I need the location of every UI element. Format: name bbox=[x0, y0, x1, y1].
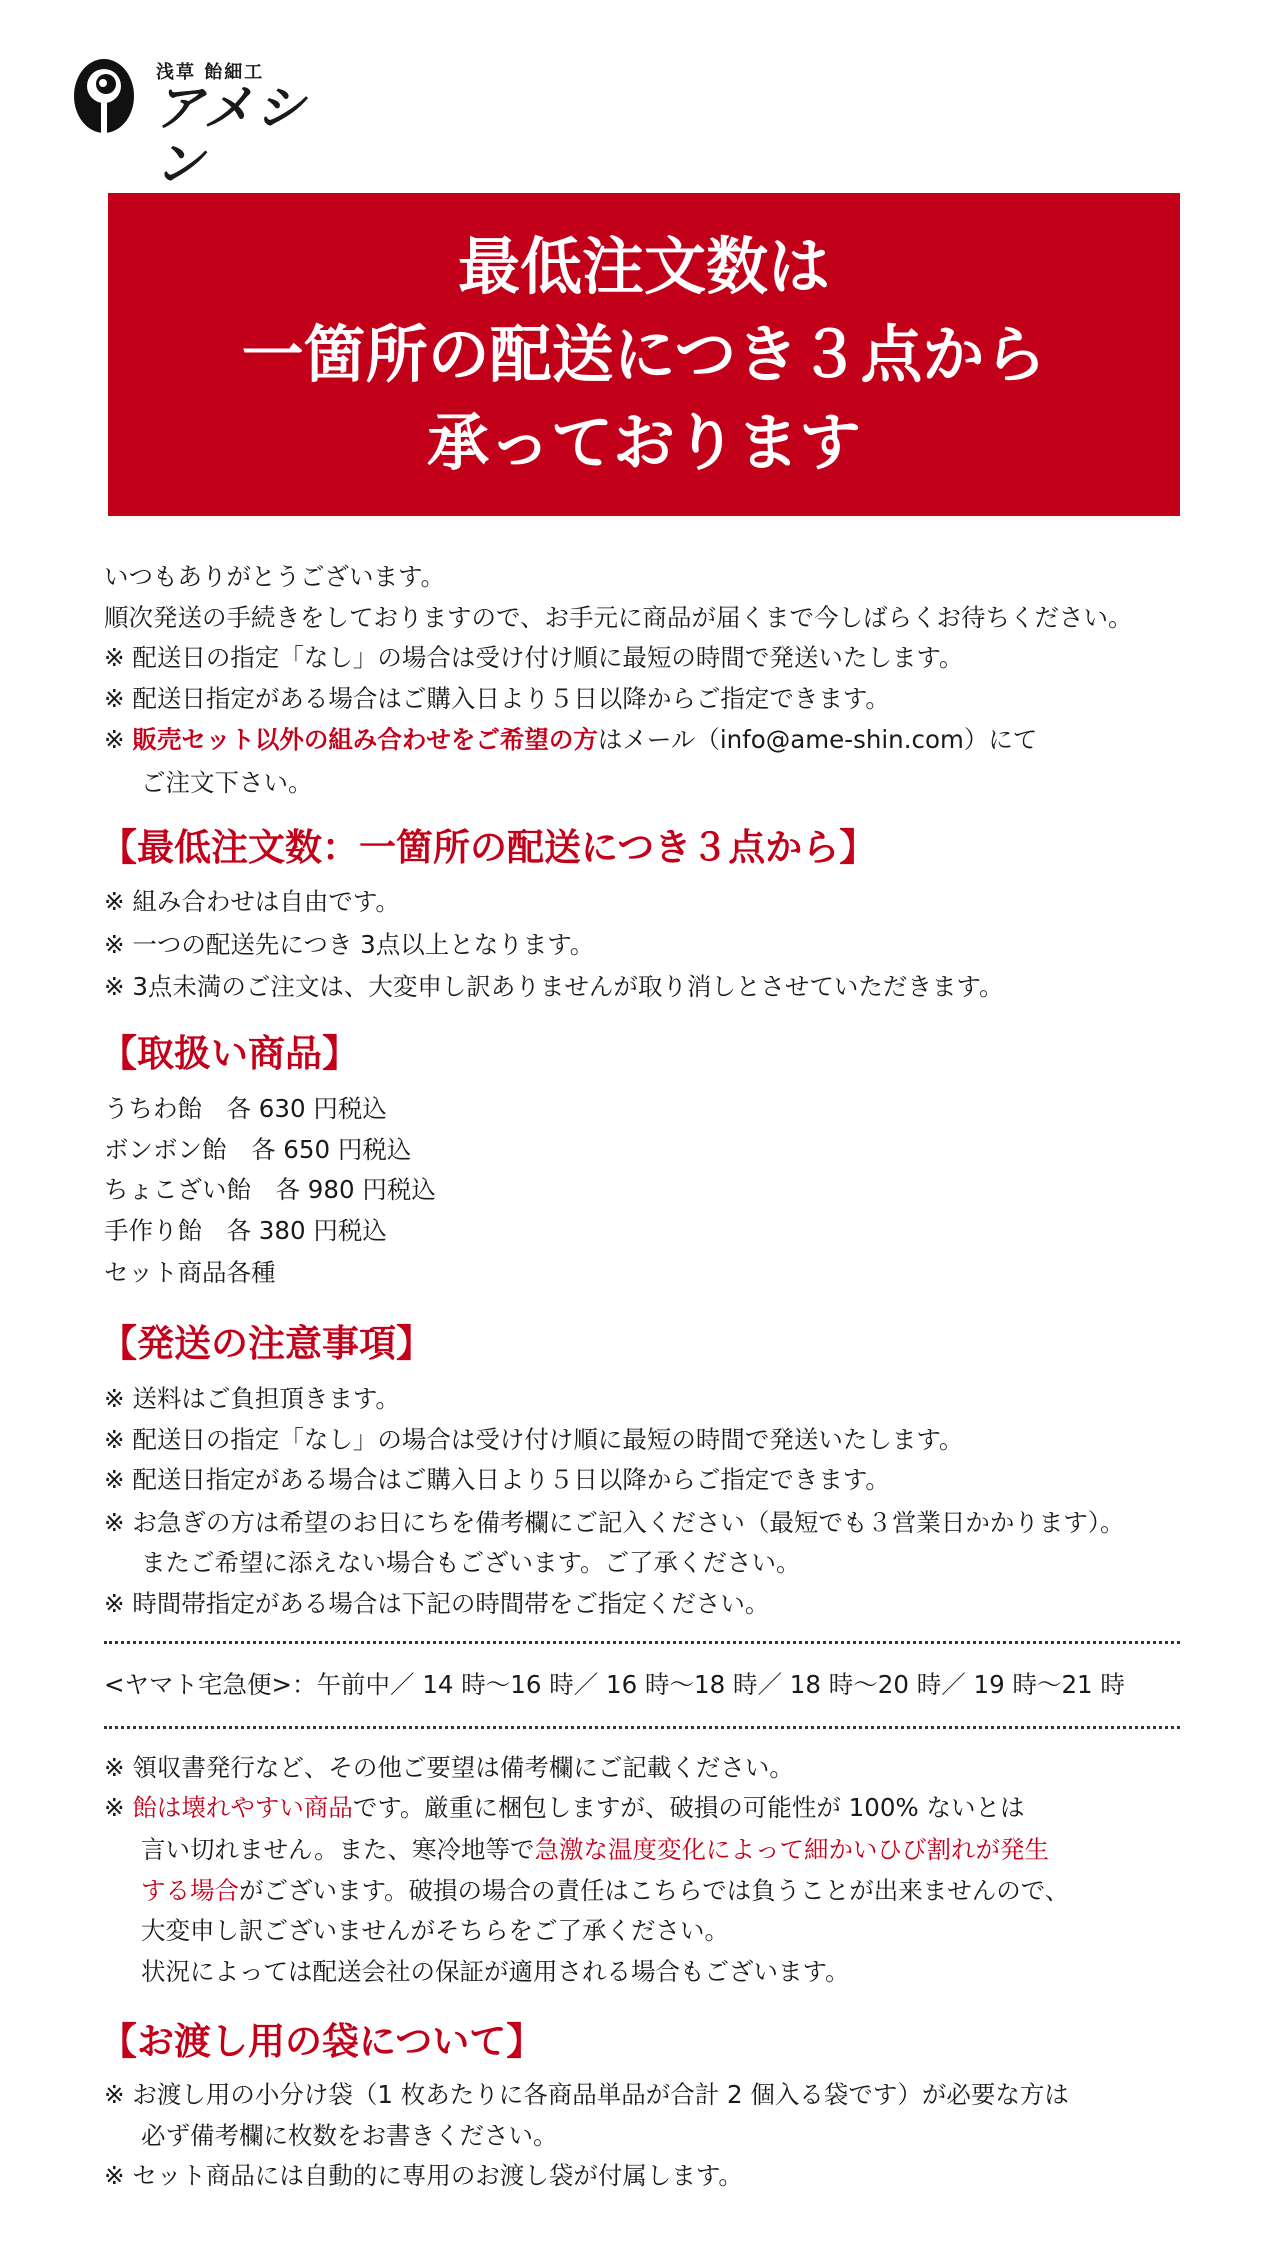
note-mark: ※ bbox=[104, 1793, 133, 1822]
list-item-cont: 大変申し訳ございませんがそちらをご了承ください。 bbox=[141, 1916, 729, 1945]
banner-line: 承っております bbox=[426, 405, 861, 479]
list-item-cont: またご希望に添えない場合もございます。ご了承ください。 bbox=[141, 1548, 801, 1577]
highlight-text: 飴は壊れやすい商品 bbox=[132, 1793, 353, 1822]
product-item: セット商品各種 bbox=[104, 1258, 276, 1287]
intro-greeting: いつもありがとうございます。 bbox=[104, 562, 446, 591]
body-text: 言い切れません。また、寒冷地等で bbox=[141, 1835, 535, 1864]
dotted-divider bbox=[104, 1641, 1180, 1644]
list-item: ※ 一つの配送先につき 3点以上となります。 bbox=[104, 930, 595, 959]
section-title-minimum: 【最低注文数：一箇所の配送につき３点から】 bbox=[100, 826, 877, 869]
section-title-shipping: 【発送の注意事項】 bbox=[100, 1322, 433, 1365]
intro-text: 順次発送の手続きをしておりますので、お手元に商品が届くまで今しばらくお待ちください。 bbox=[104, 603, 1133, 632]
email-text[interactable]: はメール（info@ame-shin.com）にて bbox=[597, 725, 1038, 754]
list-item: ※ 配送日の指定「なし」の場合は受け付け順に最短の時間で発送いたします。 bbox=[104, 1425, 964, 1454]
intro-note-cont: ご注文下さい。 bbox=[141, 768, 313, 797]
list-item: ※ 3点未満のご注文は、大変申し訳ありませんが取り消しとさせていただきます。 bbox=[104, 972, 1004, 1001]
list-item: ※ お渡し用の小分け袋（1 枚あたりに各商品単品が合計 2 個入る袋です）が必要な方は bbox=[104, 2080, 1069, 2109]
list-item: ※ 領収書発行など、その他ご要望は備考欄にご記載ください。 bbox=[104, 1753, 794, 1782]
highlight-text: 急激な温度変化によって細かいひび割れが発生 bbox=[534, 1835, 1049, 1864]
section-title-bags: 【お渡し用の袋について】 bbox=[100, 2020, 544, 2063]
list-item: ※ 時間帯指定がある場合は下記の時間帯をご指定ください。 bbox=[104, 1589, 770, 1618]
minimum-order-banner bbox=[108, 193, 1180, 516]
product-item: 手作り飴 各 380 円税込 bbox=[104, 1216, 387, 1245]
note-mark: ※ bbox=[104, 725, 133, 754]
banner-line: 一箇所の配送につき３点から bbox=[241, 317, 1047, 391]
logo-subtitle: 浅草 飴細工 bbox=[156, 62, 265, 83]
list-item: ※ 送料はご負担頂きます。 bbox=[104, 1384, 400, 1413]
list-item-cont bbox=[141, 1875, 1069, 1907]
intro-note: ※ 配送日指定がある場合はご購入日より５日以降からご指定できます。 bbox=[104, 684, 890, 713]
dotted-divider bbox=[104, 1726, 1180, 1729]
section-title-products: 【取扱い商品】 bbox=[100, 1032, 359, 1075]
logo[interactable] bbox=[70, 56, 350, 193]
intro-note-email bbox=[104, 724, 1037, 756]
list-item: ※ セット商品には自動的に専用のお渡し袋が付属します。 bbox=[104, 2161, 743, 2190]
banner-line: 最低注文数は bbox=[457, 229, 830, 303]
list-item-cont bbox=[141, 1834, 1049, 1866]
list-item-cont: 状況によっては配送会社の保証が適用される場合もございます。 bbox=[141, 1957, 850, 1986]
product-item: ちょこざい飴 各 980 円税込 bbox=[104, 1175, 436, 1204]
intro-note: ※ 配送日の指定「なし」の場合は受け付け順に最短の時間で発送いたします。 bbox=[104, 643, 964, 672]
highlight-text: する場合 bbox=[141, 1876, 239, 1905]
body-text: がございます。破損の場合の責任はこちらでは負うことが出来ませんので、 bbox=[239, 1876, 1070, 1905]
candy-logo-icon bbox=[70, 56, 150, 136]
body-text: です。厳重に梱包しますが、破損の可能性が 100% ないとは bbox=[352, 1793, 1025, 1822]
highlight-text: 販売セット以外の組み合わせをご希望の方 bbox=[132, 725, 598, 754]
list-item-fragile bbox=[104, 1792, 1024, 1824]
product-item: ボンボン飴 各 650 円税込 bbox=[104, 1135, 412, 1164]
list-item: ※ お急ぎの方は希望のお日にちを備考欄にご記入ください（最短でも３営業日かかります）。 bbox=[104, 1508, 1125, 1537]
delivery-timeslots: <ヤマト宅急便>：午前中／ 14 時〜16 時／ 16 時〜18 時／ 18 時〜20 時／ 19 時〜21 時 bbox=[104, 1670, 1125, 1699]
logo-name: アメシン bbox=[154, 79, 307, 193]
list-item-cont: 必ず備考欄に枚数をお書きください。 bbox=[141, 2121, 558, 2150]
product-item: うちわ飴 各 630 円税込 bbox=[104, 1094, 387, 1123]
list-item: ※ 組み合わせは自由です。 bbox=[104, 887, 400, 916]
list-item: ※ 配送日指定がある場合はご購入日より５日以降からご指定できます。 bbox=[104, 1465, 890, 1494]
